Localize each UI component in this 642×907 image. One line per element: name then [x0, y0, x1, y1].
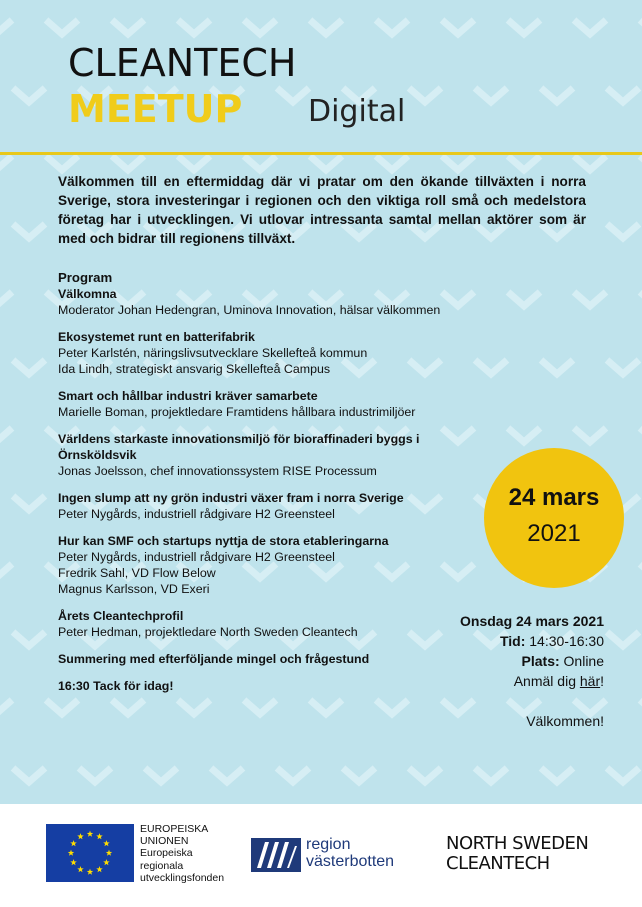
program-item-title: Hur kan SMF och startups nyttja de stora etableringarna	[58, 534, 389, 548]
program-heading: Program	[58, 270, 113, 285]
program-item-speaker: Peter Hedman, projektledare North Sweden Cleantech	[58, 625, 358, 639]
program-item-speaker: Jonas Joelsson, chef innovationssystem RISE Processum	[58, 464, 377, 478]
intro-text: Välkommen till en eftermiddag där vi pratar om den ökande tillväxten i norra Sverige, stora investeringar i regionen och den viktiga roll små och medelstora företag har i utvecklingen. Vi utlovar intressanta samtal mellan aktörer som är med och bidrar till regionens tillväxt.	[58, 174, 586, 246]
badge-year: 2021	[527, 520, 581, 547]
event-place: Plats: Online	[521, 653, 604, 669]
program-item-speaker: Magnus Karlsson, VD Exeri	[58, 582, 210, 596]
event-register: Anmäl dig här!	[513, 673, 604, 689]
region-vasterbotten-text: region västerbotten	[306, 836, 395, 870]
event-day: Onsdag 24 mars 2021	[460, 613, 604, 629]
program-item-speaker: Marielle Boman, projektledare Framtidens hållbara industrimiljöer	[58, 405, 416, 419]
date-badge	[484, 448, 624, 588]
program-item-title: Smart och hållbar industri kräver samarbete	[58, 389, 318, 403]
program-item-speaker: Fredrik Sahl, VD Flow Below	[58, 566, 216, 580]
program-item-title: Ekosystemet runt en batterifabrik	[58, 330, 255, 344]
program-item-speaker: Moderator Johan Hedengran, Uminova Innovation, hälsar välkommen	[58, 303, 441, 317]
program-item-speaker: Peter Nygårds, industriell rådgivare H2 Greensteel	[58, 550, 335, 564]
program-item-title: Välkomna	[58, 287, 117, 301]
logo-meetup: MEETUP	[68, 87, 243, 131]
event-info	[404, 611, 604, 731]
logo-cleantech: CLEANTECH	[68, 41, 297, 85]
program-item-speaker: Peter Nygårds, industriell rådgivare H2 Greensteel	[58, 507, 335, 521]
eu-flag-icon	[46, 824, 134, 882]
footer	[0, 804, 642, 907]
program-item-title: Årets Cleantechprofil	[58, 609, 184, 623]
program-item-speaker: Ida Lindh, strategiskt ansvarig Skellefteå Campus	[58, 362, 331, 376]
program-item-title: Summering med efterföljande mingel och frågestund	[58, 652, 370, 666]
event-time: Tid: 14:30-16:30	[499, 633, 604, 649]
program-item-speaker: Peter Karlstén, näringslivsutvecklare Skellefteå kommun	[58, 346, 368, 360]
header-divider	[0, 152, 642, 155]
subtitle-digital: Digital	[308, 94, 406, 129]
badge-date: 24 mars	[508, 484, 600, 511]
program-item-title: Världens starkaste innovationsmiljö för bioraffinaderi byggs i Örnsköldsvik	[58, 432, 420, 462]
program-item-title: 16:30 Tack för idag!	[58, 679, 174, 693]
north-sweden-cleantech-logo: NORTH SWEDEN CLEANTECH	[446, 833, 589, 874]
event-welcome: Välkommen!	[526, 713, 604, 729]
eu-text: EUROPEISKA UNIONEN Europeiska regionala utvecklingsfonden	[140, 823, 225, 884]
region-vasterbotten-logo-icon	[251, 838, 301, 872]
register-link[interactable]: här	[579, 673, 601, 689]
program-item-title: Ingen slump att ny grön industri växer fram i norra Sverige	[58, 491, 404, 505]
